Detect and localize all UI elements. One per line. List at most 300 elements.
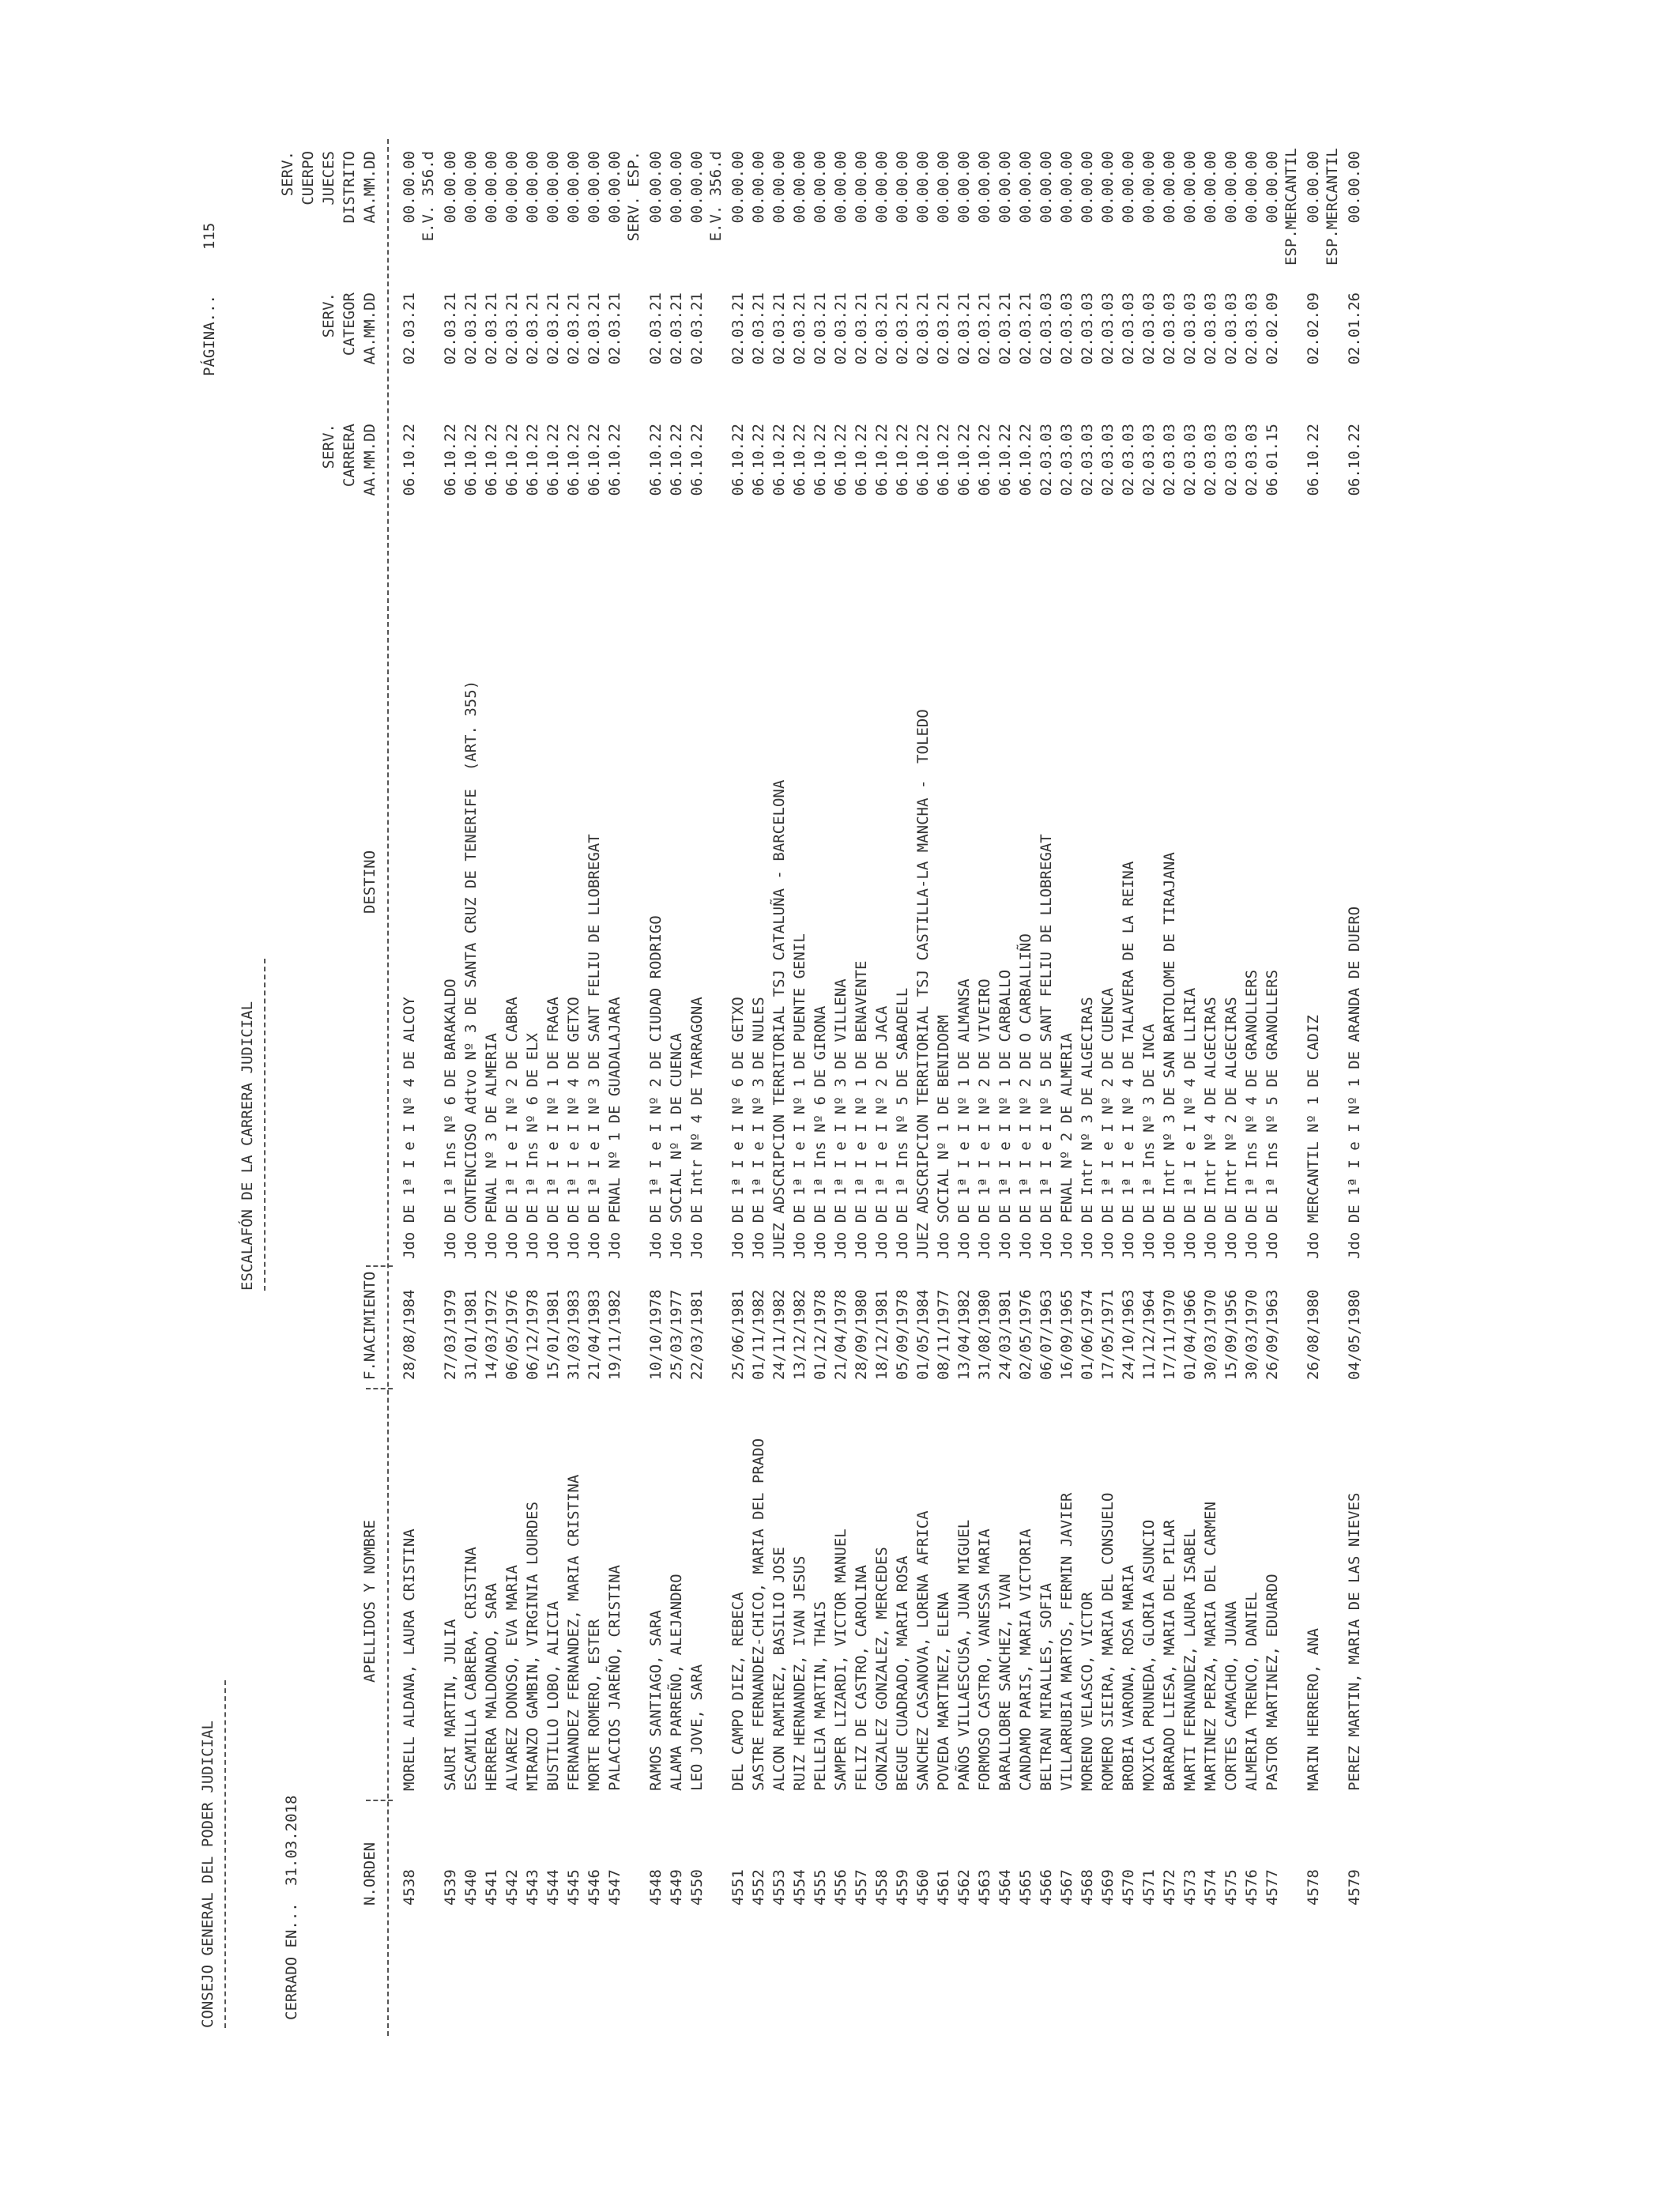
cell-nombre: LEO JOVE, SARA <box>688 1664 706 1791</box>
cell-orden: 4561 <box>935 1869 952 1906</box>
cell-nacimiento: 01/04/1966 <box>1181 1289 1199 1380</box>
cell-orden: 4554 <box>791 1869 808 1906</box>
cell-categor: 02.03.21 <box>914 292 932 365</box>
cell-orden: 4542 <box>503 1869 521 1906</box>
cell-destino: Jdo DE 1ª I e I Nº 1 DE PUENTE GENIL <box>791 933 808 1259</box>
cell-carrera: 06.10.22 <box>1305 424 1322 496</box>
cell-carrera: 06.10.22 <box>914 424 932 496</box>
cell-jueces: 00.00.00 <box>1120 151 1137 224</box>
org-name: CONSEJO GENERAL DEL PODER JUDICIAL <box>199 1721 217 2028</box>
cell-destino: Jdo DE 1ª I e I Nº 3 DE VILLENA <box>832 978 849 1259</box>
cell-nacimiento: 06/07/1963 <box>1038 1289 1055 1380</box>
special-service-tag: E.V. 356.d <box>420 151 437 242</box>
cell-nombre: PELLEJA MARTIN, THAIS <box>812 1600 829 1791</box>
cell-categor: 02.03.21 <box>668 292 685 365</box>
cell-carrera: 06.10.22 <box>401 424 418 496</box>
cell-carrera: 06.10.22 <box>688 424 706 496</box>
table-row <box>502 0 522 2194</box>
cell-destino: Jdo DE 1ª Ins Nº 6 DE ELX <box>524 1033 541 1259</box>
cell-destino: JUEZ ADSCRIPCION TERRITORIAL TSJ CASTILLA-LA MANCHA - <box>914 779 932 1259</box>
col-header-carrera-3: AA.MM.DD <box>361 424 379 496</box>
table-row <box>769 0 789 2194</box>
cell-destino: Jdo DE 1ª I e I Nº 3 DE NULES <box>750 997 767 1259</box>
cell-orden: 4553 <box>770 1869 788 1906</box>
cell-carrera: 06.10.22 <box>503 424 521 496</box>
cell-nombre: BUSTILLO LOBO, ALICIA <box>544 1600 562 1791</box>
header-rule <box>387 139 389 2036</box>
cell-carrera: 06.10.22 <box>812 424 829 496</box>
cell-categor: 02.03.03 <box>1181 292 1199 365</box>
cell-orden: 4577 <box>1264 1869 1281 1906</box>
cell-categor: 02.02.09 <box>1305 292 1322 365</box>
cell-nombre: SASTRE FERNANDEZ-CHICO, MARIA DEL PRADO <box>750 1438 767 1791</box>
table-row <box>563 0 584 2194</box>
cell-jueces: 00.00.00 <box>1181 151 1199 224</box>
cell-nacimiento: 01/05/1984 <box>914 1289 932 1380</box>
cell-jueces: 00.00.00 <box>1038 151 1055 224</box>
cell-destino: Jdo DE 1ª I e I Nº 5 DE SANT FELIU DE LLOBREGAT <box>1038 834 1055 1259</box>
col-header-jueces-2: CUERPO <box>299 151 317 205</box>
cell-nacimiento: 06/12/1978 <box>524 1289 541 1380</box>
cell-categor: 02.03.03 <box>1038 292 1055 365</box>
cell-jueces: 00.00.00 <box>1243 151 1260 224</box>
col-sep-3 <box>366 1265 393 1267</box>
cell-categor: 02.03.03 <box>1079 292 1096 365</box>
page-label: PÁGINA... <box>201 295 218 376</box>
cell-nacimiento: 24/11/1982 <box>770 1289 788 1380</box>
cell-destino: Jdo DE 1ª I e I Nº 1 DE ALMANSA <box>955 978 973 1259</box>
cell-nombre: BROBIA VARONA, ROSA MARIA <box>1120 1565 1137 1791</box>
cell-categor: 02.03.03 <box>1099 292 1117 365</box>
cell-nacimiento: 13/12/1982 <box>791 1289 808 1380</box>
cell-nombre: PEREZ MARTIN, MARIA DE LAS NIEVES <box>1346 1492 1363 1791</box>
table-row <box>851 0 872 2194</box>
cell-nombre: CORTES CAMACHO, JUANA <box>1222 1600 1240 1791</box>
cell-nacimiento: 06/05/1976 <box>503 1289 521 1380</box>
cell-nacimiento: 08/11/1977 <box>935 1289 952 1380</box>
cell-jueces: 00.00.00 <box>1222 151 1240 224</box>
title-underline <box>264 959 266 1291</box>
cell-destino: Jdo DE Intr Nº 3 DE SAN BARTOLOME DE TIRAJANA <box>1161 852 1178 1259</box>
cell-carrera: 06.10.22 <box>483 424 500 496</box>
page-number: 115 <box>201 222 218 250</box>
cell-categor: 02.03.21 <box>873 292 891 365</box>
cell-categor: 02.03.21 <box>750 292 767 365</box>
cell-nacimiento: 19/11/1982 <box>606 1289 623 1380</box>
cell-categor: 02.01.26 <box>1346 292 1363 365</box>
cell-nacimiento: 31/03/1983 <box>565 1289 582 1380</box>
table-row <box>872 0 892 2194</box>
cell-destino: Jdo PENAL Nº 2 DE ALMERIA <box>1058 1033 1075 1259</box>
cell-categor: 02.03.21 <box>503 292 521 365</box>
cell-carrera: 06.10.22 <box>1017 424 1034 496</box>
col-sep-2 <box>366 1388 393 1389</box>
table-row <box>995 0 1015 2194</box>
table-row <box>974 0 995 2194</box>
cell-destino-continuation: TOLEDO <box>914 709 932 763</box>
cell-destino: Jdo DE 1ª Ins Nº 5 DE SABADELL <box>894 987 911 1259</box>
table-row <box>1139 0 1159 2194</box>
table-row <box>1098 0 1118 2194</box>
cell-orden: 4574 <box>1202 1869 1219 1906</box>
cell-nacimiento: 18/12/1981 <box>873 1289 891 1380</box>
cell-jueces: 00.00.00 <box>791 151 808 224</box>
cell-nacimiento: 04/05/1980 <box>1346 1289 1363 1380</box>
special-service-tag: E.V. 356.d <box>707 151 725 242</box>
cell-orden: 4566 <box>1038 1869 1055 1906</box>
cell-nacimiento: 05/09/1978 <box>894 1289 911 1380</box>
cell-carrera: 06.10.22 <box>832 424 849 496</box>
cell-orden: 4543 <box>524 1869 541 1906</box>
cell-carrera: 06.10.22 <box>544 424 562 496</box>
cell-nombre: FERNANDEZ FERNANDEZ, MARIA CRISTINA <box>565 1474 582 1791</box>
cell-destino: Jdo DE 1ª I e I Nº 6 DE GETXO <box>729 997 747 1259</box>
cell-destino: Jdo DE 1ª I e I Nº 2 DE CUENCA <box>1099 987 1117 1259</box>
cell-orden: 4558 <box>873 1869 891 1906</box>
cell-carrera: 02.03.03 <box>1161 424 1178 496</box>
cell-nombre: MIRANZO GAMBIN, VIRGINIA LOURDES <box>524 1501 541 1791</box>
cell-carrera: 02.03.03 <box>1038 424 1055 496</box>
cell-carrera: 02.03.03 <box>1243 424 1260 496</box>
special-service-tag: ESP.MERCANTIL <box>1283 148 1300 266</box>
cell-nacimiento: 02/05/1976 <box>1017 1289 1034 1380</box>
cell-categor: 02.03.21 <box>442 292 459 365</box>
cell-categor: 02.03.03 <box>1202 292 1219 365</box>
cell-jueces: 00.00.00 <box>503 151 521 224</box>
table-row <box>789 0 810 2194</box>
cell-categor: 02.03.21 <box>586 292 603 365</box>
cell-nombre: BEGUE CUADRADO, MARIA ROSA <box>894 1555 911 1791</box>
cell-carrera: 06.10.22 <box>996 424 1014 496</box>
cell-orden: 4549 <box>668 1869 685 1906</box>
cell-destino: Jdo DE 1ª Ins Nº 3 DE INCA <box>1140 1023 1158 1259</box>
cell-carrera: 06.10.22 <box>442 424 459 496</box>
col-header-nombre: APELLIDOS Y NOMBRE <box>361 1520 379 1683</box>
cell-orden: 4560 <box>914 1869 932 1906</box>
cell-categor: 02.03.21 <box>606 292 623 365</box>
cell-nombre: PASTOR MARTINEZ, EDUARDO <box>1264 1574 1281 1791</box>
col-header-carrera-2: CARRERA <box>341 424 358 488</box>
table-row <box>646 0 666 2194</box>
table-row <box>1344 0 1365 2194</box>
cell-orden: 4541 <box>483 1869 500 1906</box>
cell-jueces: 00.00.00 <box>996 151 1014 224</box>
cell-jueces: 00.00.00 <box>770 151 788 224</box>
cell-nombre: GONZALEZ GONZALEZ, MERCEDES <box>873 1547 891 1791</box>
cell-jueces: 00.00.00 <box>606 151 623 224</box>
cell-nombre: ALAMA PARREÑO, ALEJANDRO <box>668 1574 685 1791</box>
cell-categor: 02.03.21 <box>462 292 480 365</box>
table-row <box>399 0 420 2194</box>
cell-carrera: 02.03.03 <box>1222 424 1240 496</box>
cell-categor: 02.03.21 <box>935 292 952 365</box>
cell-carrera: 02.03.03 <box>1181 424 1199 496</box>
table-row <box>1077 0 1098 2194</box>
cell-orden: 4571 <box>1140 1869 1158 1906</box>
closed-date: 31.03.2018 <box>283 1795 300 1886</box>
cell-nacimiento: 14/03/1972 <box>483 1289 500 1380</box>
cell-orden: 4562 <box>955 1869 973 1906</box>
cell-categor: 02.03.21 <box>955 292 973 365</box>
cell-nombre: FORMOSO CASTRO, VANESSA MARIA <box>976 1529 993 1791</box>
cell-jueces: 00.00.00 <box>544 151 562 224</box>
table-row <box>1303 0 1324 2194</box>
special-service-tag: SERV. ESP. <box>625 151 642 242</box>
cell-carrera: 06.10.22 <box>935 424 952 496</box>
table-row <box>481 0 502 2194</box>
cell-orden: 4550 <box>688 1869 706 1906</box>
table-row <box>687 0 707 2194</box>
table-row <box>1200 0 1221 2194</box>
cell-carrera: 06.10.22 <box>750 424 767 496</box>
cell-jueces: 00.00.00 <box>1140 151 1158 224</box>
cell-carrera: 02.03.03 <box>1120 424 1137 496</box>
closed-label: CERRADO EN... <box>283 1902 300 2020</box>
cell-nacimiento: 25/06/1981 <box>729 1289 747 1380</box>
cell-nombre: ALMERIA TRENCO, DANIEL <box>1243 1592 1260 1791</box>
cell-nacimiento: 13/04/1982 <box>955 1289 973 1380</box>
table-row <box>1036 0 1057 2194</box>
cell-categor: 02.03.21 <box>647 292 665 365</box>
cell-nombre: MARTINEZ PERZA, MARIA DEL CARMEN <box>1202 1501 1219 1791</box>
cell-categor: 02.03.03 <box>1161 292 1178 365</box>
cell-carrera: 06.10.22 <box>586 424 603 496</box>
cell-destino: Jdo DE 1ª Ins Nº 6 DE GIRONA <box>812 1005 829 1259</box>
cell-carrera: 06.10.22 <box>791 424 808 496</box>
cell-nombre: RUIZ HERNANDEZ, IVAN JESUS <box>791 1555 808 1791</box>
cell-nombre: SANCHEZ CASANOVA, LORENA AFRICA <box>914 1510 932 1791</box>
cell-orden: 4572 <box>1161 1869 1178 1906</box>
cell-nacimiento: 31/01/1981 <box>462 1289 480 1380</box>
cell-destino: Jdo MERCANTIL Nº 1 DE CADIZ <box>1305 1015 1322 1259</box>
cell-nombre: CANDAMO PARIS, MARIA VICTORIA <box>1017 1529 1034 1791</box>
cell-destino: Jdo DE 1ª Ins Nº 6 DE BARAKALDO <box>442 978 459 1259</box>
cell-categor: 02.03.21 <box>853 292 870 365</box>
table-row <box>810 0 831 2194</box>
cell-orden: 4556 <box>832 1869 849 1906</box>
cell-nombre: MOXICA PRUNEDA, GLORIA ASUNCIO <box>1140 1519 1158 1791</box>
cell-carrera: 06.10.22 <box>462 424 480 496</box>
cell-destino: Jdo DE 1ª I e I Nº 2 DE O CARBALLIÑO <box>1017 933 1034 1259</box>
cell-destino: Jdo DE 1ª I e I Nº 1 DE CARBALLO <box>996 969 1014 1259</box>
cell-destino: Jdo DE 1ª I e I Nº 2 DE VIVEIRO <box>976 978 993 1259</box>
cell-jueces: 00.00.00 <box>483 151 500 224</box>
cell-orden: 4569 <box>1099 1869 1117 1906</box>
cell-orden: 4578 <box>1305 1869 1322 1906</box>
cell-orden: 4567 <box>1058 1869 1075 1906</box>
cell-carrera: 02.03.03 <box>1099 424 1117 496</box>
cell-orden: 4539 <box>442 1869 459 1906</box>
cell-jueces: 00.00.00 <box>565 151 582 224</box>
table-row <box>440 0 461 2194</box>
cell-jueces: 00.00.00 <box>1161 151 1178 224</box>
table-row <box>748 0 769 2194</box>
cell-carrera: 06.10.22 <box>770 424 788 496</box>
cell-categor: 02.02.09 <box>1264 292 1281 365</box>
table-row <box>584 0 605 2194</box>
cell-carrera: 06.01.15 <box>1264 424 1281 496</box>
cell-destino: Jdo DE 1ª I e I Nº 4 DE GETXO <box>565 997 582 1259</box>
cell-orden: 4559 <box>894 1869 911 1906</box>
cell-jueces: 00.00.00 <box>1346 151 1363 224</box>
cell-nombre: DEL CAMPO DIEZ, REBECA <box>729 1592 747 1791</box>
cell-destino: Jdo DE Intr Nº 4 DE TARRAGONA <box>688 997 706 1259</box>
cell-orden: 4546 <box>586 1869 603 1906</box>
cell-carrera: 06.10.22 <box>647 424 665 496</box>
cell-nacimiento: 15/01/1981 <box>544 1289 562 1380</box>
col-header-jueces-1: SERV. <box>279 151 296 197</box>
col-header-jueces-3: JUECES <box>320 151 337 205</box>
cell-jueces: 00.00.00 <box>750 151 767 224</box>
cell-destino: Jdo DE 1ª I e I Nº 4 DE LLIRIA <box>1181 987 1199 1259</box>
cell-categor: 02.03.21 <box>524 292 541 365</box>
cell-destino: Jdo DE 1ª I e I Nº 2 DE CABRA <box>503 997 521 1259</box>
cell-jueces: 00.00.00 <box>1264 151 1281 224</box>
cell-nombre: MORENO VELASCO, VICTOR <box>1079 1592 1096 1791</box>
cell-carrera: 06.10.22 <box>955 424 973 496</box>
col-sep-1 <box>366 1800 393 1801</box>
cell-orden: 4548 <box>647 1869 665 1906</box>
cell-orden: 4557 <box>853 1869 870 1906</box>
cell-orden: 4564 <box>996 1869 1014 1906</box>
cell-destino: Jdo DE 1ª I e I Nº 4 DE TALAVERA DE LA REINA <box>1120 861 1137 1259</box>
cell-jueces: 00.00.00 <box>1017 151 1034 224</box>
cell-nombre: MORELL ALDANA, LAURA CRISTINA <box>401 1529 418 1791</box>
cell-destino: Jdo DE Intr Nº 4 DE ALGECIRAS <box>1202 997 1219 1259</box>
cell-orden: 4575 <box>1222 1869 1240 1906</box>
cell-jueces: 00.00.00 <box>1058 151 1075 224</box>
cell-nacimiento: 27/03/1979 <box>442 1289 459 1380</box>
cell-jueces: 00.00.00 <box>401 151 418 224</box>
cell-destino: Jdo DE 1ª I e I Nº 4 DE ALCOY <box>401 997 418 1259</box>
cell-destino: Jdo DE 1ª I e I Nº 1 DE ARANDA DE DUERO <box>1346 906 1363 1259</box>
cell-orden: 4540 <box>462 1869 480 1906</box>
table-row <box>831 0 851 2194</box>
cell-categor: 02.03.21 <box>729 292 747 365</box>
cell-orden: 4568 <box>1079 1869 1096 1906</box>
cell-categor: 02.03.21 <box>894 292 911 365</box>
cell-carrera: 02.03.03 <box>1058 424 1075 496</box>
cell-nacimiento: 17/05/1971 <box>1099 1289 1117 1380</box>
cell-carrera: 06.10.22 <box>729 424 747 496</box>
cell-destino: Jdo DE 1ª I e I Nº 2 DE CIUDAD RODRIGO <box>647 915 665 1259</box>
cell-jueces: 00.00.00 <box>1202 151 1219 224</box>
table-row <box>1180 0 1200 2194</box>
table-row <box>1159 0 1180 2194</box>
cell-nacimiento: 01/06/1974 <box>1079 1289 1096 1380</box>
cell-nacimiento: 28/09/1980 <box>853 1289 870 1380</box>
cell-nacimiento: 30/03/1970 <box>1243 1289 1260 1380</box>
cell-nombre: MARTI FERNANDEZ, LAURA ISABEL <box>1181 1529 1199 1791</box>
table-row <box>954 0 974 2194</box>
cell-nacimiento: 28/08/1984 <box>401 1289 418 1380</box>
table-row <box>1221 0 1241 2194</box>
cell-nacimiento: 21/04/1983 <box>586 1289 603 1380</box>
cell-nombre: ESCAMILLA CABRERA, CRISTINA <box>462 1547 480 1791</box>
cell-jueces: 00.00.00 <box>894 151 911 224</box>
table-row <box>892 0 913 2194</box>
cell-destino: Jdo DE Intr Nº 2 DE ALGECIRAS <box>1222 997 1240 1259</box>
cell-nacimiento: 24/03/1981 <box>996 1289 1014 1380</box>
cell-categor: 02.03.21 <box>996 292 1014 365</box>
table-row <box>1262 0 1283 2194</box>
col-header-orden: N.ORDEN <box>361 1842 379 1906</box>
cell-carrera: 06.10.22 <box>565 424 582 496</box>
cell-nacimiento: 25/03/1977 <box>668 1289 685 1380</box>
cell-nombre: MARIN HERRERO, ANA <box>1305 1628 1322 1791</box>
cell-orden: 4570 <box>1120 1869 1137 1906</box>
cell-destino: Jdo PENAL Nº 1 DE GUADALAJARA <box>606 997 623 1259</box>
table-row <box>1015 0 1036 2194</box>
cell-destino: Jdo SOCIAL Nº 1 DE CUENCA <box>668 1033 685 1259</box>
col-header-categor-1: SERV. <box>320 292 337 338</box>
cell-orden: 4538 <box>401 1869 418 1906</box>
cell-jueces: 00.00.00 <box>832 151 849 224</box>
cell-destino: Jdo DE 1ª I e I Nº 1 DE FRAGA <box>544 997 562 1259</box>
col-header-categor-2: CATEGOR <box>341 292 358 356</box>
cell-jueces: 00.00.00 <box>812 151 829 224</box>
cell-destino: Jdo SOCIAL Nº 1 DE BENIDORM <box>935 1015 952 1259</box>
cell-jueces: 00.00.00 <box>1305 151 1322 224</box>
cell-jueces: 00.00.00 <box>873 151 891 224</box>
cell-jueces: 00.00.00 <box>668 151 685 224</box>
cell-jueces: 00.00.00 <box>853 151 870 224</box>
cell-nombre: PALACIOS JAREÑO, CRISTINA <box>606 1565 623 1791</box>
cell-nombre: VILLARRUBIA MARTOS, FERMIN JAVIER <box>1058 1492 1075 1791</box>
cell-nacimiento: 30/03/1970 <box>1202 1289 1219 1380</box>
cell-orden: 4576 <box>1243 1869 1260 1906</box>
cell-destino: JUEZ ADSCRIPCION TERRITORIAL TSJ CATALUÑA - BARCELONA <box>770 779 788 1259</box>
table-row <box>666 0 687 2194</box>
col-header-jueces-4: DISTRITO <box>341 151 358 224</box>
cell-destino: Jdo DE Intr Nº 3 DE ALGECIRAS <box>1079 997 1096 1259</box>
cell-categor: 02.03.03 <box>1222 292 1240 365</box>
cell-jueces: 00.00.00 <box>586 151 603 224</box>
cell-nombre: MORTE ROMERO, ESTER <box>586 1619 603 1791</box>
org-underline <box>224 1680 226 2028</box>
cell-orden: 4563 <box>976 1869 993 1906</box>
cell-nacimiento: 01/11/1982 <box>750 1289 767 1380</box>
cell-jueces: 00.00.00 <box>462 151 480 224</box>
col-header-carrera-1: SERV. <box>320 424 337 469</box>
cell-jueces: 00.00.00 <box>1079 151 1096 224</box>
cell-jueces: 00.00.00 <box>729 151 747 224</box>
cell-carrera: 06.10.22 <box>873 424 891 496</box>
cell-destino: Jdo DE 1ª Ins Nº 5 DE GRANOLLERS <box>1264 969 1281 1259</box>
cell-categor: 02.03.21 <box>483 292 500 365</box>
cell-nacimiento: 17/11/1970 <box>1161 1289 1178 1380</box>
cell-nacimiento: 15/09/1956 <box>1222 1289 1240 1380</box>
cell-orden: 4551 <box>729 1869 747 1906</box>
cell-nacimiento: 31/08/1980 <box>976 1289 993 1380</box>
cell-categor: 02.03.21 <box>688 292 706 365</box>
special-service-tag: ESP.MERCANTIL <box>1324 148 1341 266</box>
cell-nombre: POVEDA MARTINEZ, ELENA <box>935 1592 952 1791</box>
cell-carrera: 06.10.22 <box>524 424 541 496</box>
cell-orden: 4555 <box>812 1869 829 1906</box>
cell-nombre: BELTRAN MIRALLES, SOFIA <box>1038 1582 1055 1791</box>
cell-nombre: SAURI MARTIN, JULIA <box>442 1619 459 1791</box>
cell-categor: 02.03.21 <box>791 292 808 365</box>
cell-categor: 02.03.21 <box>812 292 829 365</box>
cell-categor: 02.03.21 <box>544 292 562 365</box>
col-header-destino: DESTINO <box>361 850 379 914</box>
cell-jueces: 00.00.00 <box>442 151 459 224</box>
table-row <box>522 0 543 2194</box>
cell-orden: 4545 <box>565 1869 582 1906</box>
cell-categor: 02.03.03 <box>1243 292 1260 365</box>
cell-nacimiento: 11/12/1964 <box>1140 1289 1158 1380</box>
